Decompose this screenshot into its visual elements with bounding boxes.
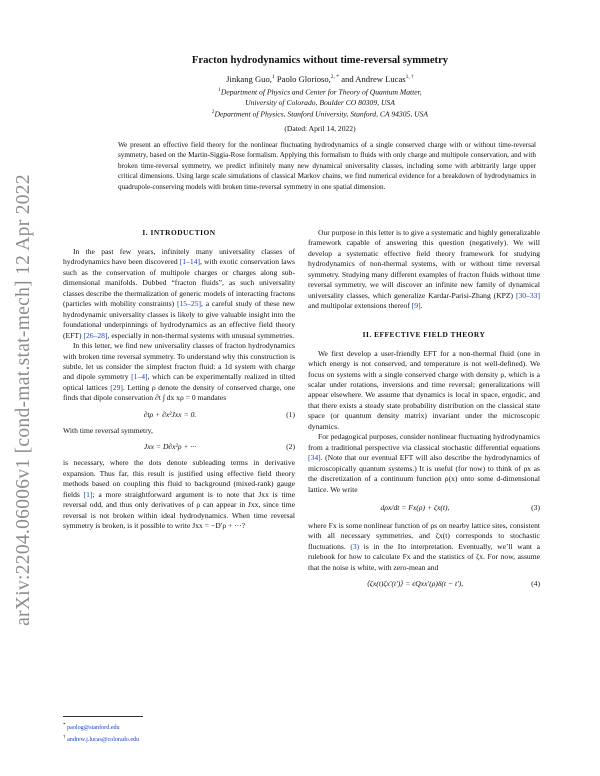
citation-link[interactable]: [34] bbox=[308, 453, 321, 463]
text-run: , with exotic conservation laws such as the conservation of multipole charges or charges along sub-dimensional manifolds. Dubbed “fracton fluids”, as such universality classes describe the thermalization of generic models of interacting fractons (particles with mobility constraints) bbox=[63, 257, 295, 309]
left-column bbox=[63, 228, 295, 531]
equation-number: (1) bbox=[286, 409, 295, 419]
citation-link[interactable]: [26–28] bbox=[83, 330, 108, 340]
paragraph bbox=[308, 228, 540, 312]
footnotes bbox=[63, 716, 295, 746]
date-line: (Dated: April 14, 2022) bbox=[284, 124, 356, 133]
text-run: where Fx is some nonlinear function of ρs on nearby lattice sites, consistent with all necessary symmetries, and ζx(t) corresponds to stochastic fluctuations. bbox=[308, 520, 540, 551]
paper-title: Fracton hydrodynamics without time-reversal symmetry bbox=[191, 55, 449, 66]
text-run: , which can be experimentally realized in tilted optical lattices bbox=[63, 372, 295, 392]
citation-link[interactable]: [1–14] bbox=[179, 257, 200, 267]
text-run: ; a more straightforward argument is to note that Jxx is time reversal odd, and thus only derivatives of ρ can appear in Jxx, since time reversal is not broken within ideal hydrodynamics. When time reversal symmetry is broken, is it possible to write Jxx = −D′ρ + ···? bbox=[63, 489, 295, 530]
text-run: . Letting ρ denote the density of conserved charge, one finds that dipole conservation ∂t ∫ dx xρ = 0 mandates bbox=[63, 382, 295, 403]
author-name: Paolo Glorioso, bbox=[276, 74, 331, 84]
citation-link[interactable]: [15–25] bbox=[176, 299, 202, 309]
paragraph: With time reversal symmetry, bbox=[63, 425, 153, 435]
author-affil-mark: 2, * bbox=[330, 74, 340, 81]
text-run: For pedagogical purposes, consider nonlinear fluctuating hydrodynamics from a traditional perspective via classical stochastic differential equations bbox=[308, 432, 540, 452]
citation-link[interactable]: [29] bbox=[110, 382, 123, 392]
right-column bbox=[308, 228, 540, 595]
footnote-item bbox=[63, 733, 295, 745]
paragraph: We first develop a user-friendly EFT for a non-thermal fluid (one in which energy is not conserved, and temperature is not well-defined). We focus on systems with a single conserved charge with density ρ, which is a scalar under rotations, inversions and time reversal; generalizations will appear elsewhere. We assume that dynamics is local in space, ergodic, and that there exists a steady state probability distribution on the classical state space (or quantum density matrix) invariant under the microscopic dynamics. bbox=[308, 348, 540, 431]
equation-body: Jxx = D∂x²ρ + ··· bbox=[143, 442, 197, 452]
affiliation-text: Department of Physics and Center for Theory of Quantum Matter, bbox=[220, 87, 422, 97]
citation-link[interactable]: [1–4] bbox=[131, 372, 148, 382]
author-name: Jinkang Guo, bbox=[226, 74, 272, 84]
author-affil-mark: 1, † bbox=[405, 74, 414, 81]
footnote-mark: * bbox=[63, 722, 66, 728]
equation-number: (4) bbox=[531, 579, 540, 588]
text-run: Our purpose in this letter is to give a systematic and highly generalizable framework capable of answering this question (negatively). We will develop a systematic effective field theory framework for studying hydrodynamics of non-thermal systems, with or without time reversal symmetry. Studying many different examples of fracton fluids without time reversal symmetry, we will discover an infinite new family of dynamical universality classes, which generalize Kardar-Parisi-Zhang (KPZ) bbox=[308, 228, 540, 300]
author-affil-mark: 1 bbox=[271, 74, 275, 81]
equation-number: (3) bbox=[531, 502, 540, 512]
section-heading-introduction: I. INTRODUCTION bbox=[142, 228, 216, 237]
text-run: is in the Ito interpretation. Eventually, we’ll want a rulebook for how to calculate Fx and the statistics of ζx. For now, assume that the noise is white, with zero-mean and bbox=[308, 541, 540, 572]
citation-link[interactable]: [9] bbox=[411, 301, 421, 311]
affiliation-text: University of Colorado, Boulder CO 80309, USA bbox=[245, 98, 395, 108]
equation-1 bbox=[63, 404, 295, 426]
text-run: In the past few years, infinitely many universality classes of hydrodynamics have been discovered bbox=[63, 247, 295, 267]
equation-reference-link[interactable]: (3) bbox=[350, 541, 360, 551]
section-heading-eft: II. EFFECTIVE FIELD THEORY bbox=[362, 329, 486, 339]
paragraph bbox=[63, 458, 295, 531]
text-run: . bbox=[420, 301, 423, 311]
equation-2 bbox=[63, 436, 295, 458]
equation-3 bbox=[308, 495, 540, 521]
text-run: In this letter, we find new universality classes of fracton hydrodynamics with broken time reversal symmetry. To understand why this construction is subtle, let us consider the simplest fracton fluid: a 1d system with charge and dipole symmetry bbox=[63, 341, 295, 382]
author-list bbox=[100, 74, 540, 84]
affiliation-2 bbox=[100, 108, 540, 120]
paragraph bbox=[63, 247, 295, 341]
text-run: and multipolar extensions thereof bbox=[308, 301, 412, 311]
text-run: . (Note that our eventual EFT will also describe the hydrodynamics of microscopically quantum systems.) It is useful (for now) to think of ρx as the discretization of a continuum function ρ(x) onto some d-dimensional lattice. We write bbox=[308, 453, 540, 494]
abstract: We present an effective field theory for the nonlinear fluctuating hydrodynamics of a single conserved charge with or without time-reversal symmetry, based on the Martin-Siggia-Rose formalism. Applying this formalism to fluids with only charge and multipole conservation, and with broken time-reversal symmetry, we predict infinitely many new dynamical universality classes, including some with arbitrarily large upper critical dimensions. Using large scale simulations of classical Markov chains, we find numerical evidence for a breakdown of hydrodynamics in quadrupole-conserving models with broken time-reversal symmetry in one spatial dimension. bbox=[118, 141, 536, 191]
paragraph bbox=[308, 432, 540, 495]
affiliation-mark: 2 bbox=[211, 110, 215, 115]
text-run: is necessary, where the dots denote subleading terms in derivative expansion. Thus far, this result is justified using effective field theory methods based on coupling this fluid to background (mixed-rank) gauge fields bbox=[63, 458, 295, 499]
author-name: and Andrew Lucas bbox=[341, 74, 406, 84]
equation-number: (2) bbox=[286, 442, 295, 452]
arxiv-stamp bbox=[6, 140, 42, 660]
text-run: , especially in non-thermal systems with unusual symmetries. bbox=[107, 330, 295, 340]
footnote-rule bbox=[63, 716, 143, 717]
affiliation-mark: 1 bbox=[218, 88, 221, 93]
email-link[interactable]: andrew.j.lucas@colorado.edu bbox=[67, 737, 140, 744]
citation-link[interactable]: [30–33] bbox=[515, 290, 540, 300]
affiliation-text: Department of Physics, Stanford University, Stanford, CA 94305, USA bbox=[214, 109, 429, 119]
equation-4 bbox=[308, 573, 540, 595]
equation-body: ⟨ζx(t)ζx′(t′)⟩ = ϵQxx′(ρ)δ(t − t′), bbox=[366, 579, 464, 588]
footnote-item bbox=[63, 721, 295, 733]
paragraph bbox=[308, 521, 540, 573]
citation-link[interactable]: [1] bbox=[83, 489, 93, 499]
footnote-mark: † bbox=[63, 734, 66, 741]
affiliation-1 bbox=[100, 86, 540, 109]
text-run: , a careful study of these new hydrodynamic universality classes is likely to give valuable insight into the foundational underpinnings of hydrodynamics as an effective field theory (EFT) bbox=[63, 299, 295, 340]
paragraph bbox=[63, 341, 295, 404]
equation-body: dρx/dt = Fx(ρ) + ζx(t), bbox=[380, 502, 450, 512]
email-link[interactable]: paolog@stanford.edu bbox=[67, 725, 120, 732]
equation-body: ∂tρ + ∂x²Jxx = 0. bbox=[143, 409, 197, 419]
arxiv-stamp-text: arXiv:2204.06006v1 [cond-mat.stat-mech] 12 Apr 2022 bbox=[13, 174, 35, 626]
